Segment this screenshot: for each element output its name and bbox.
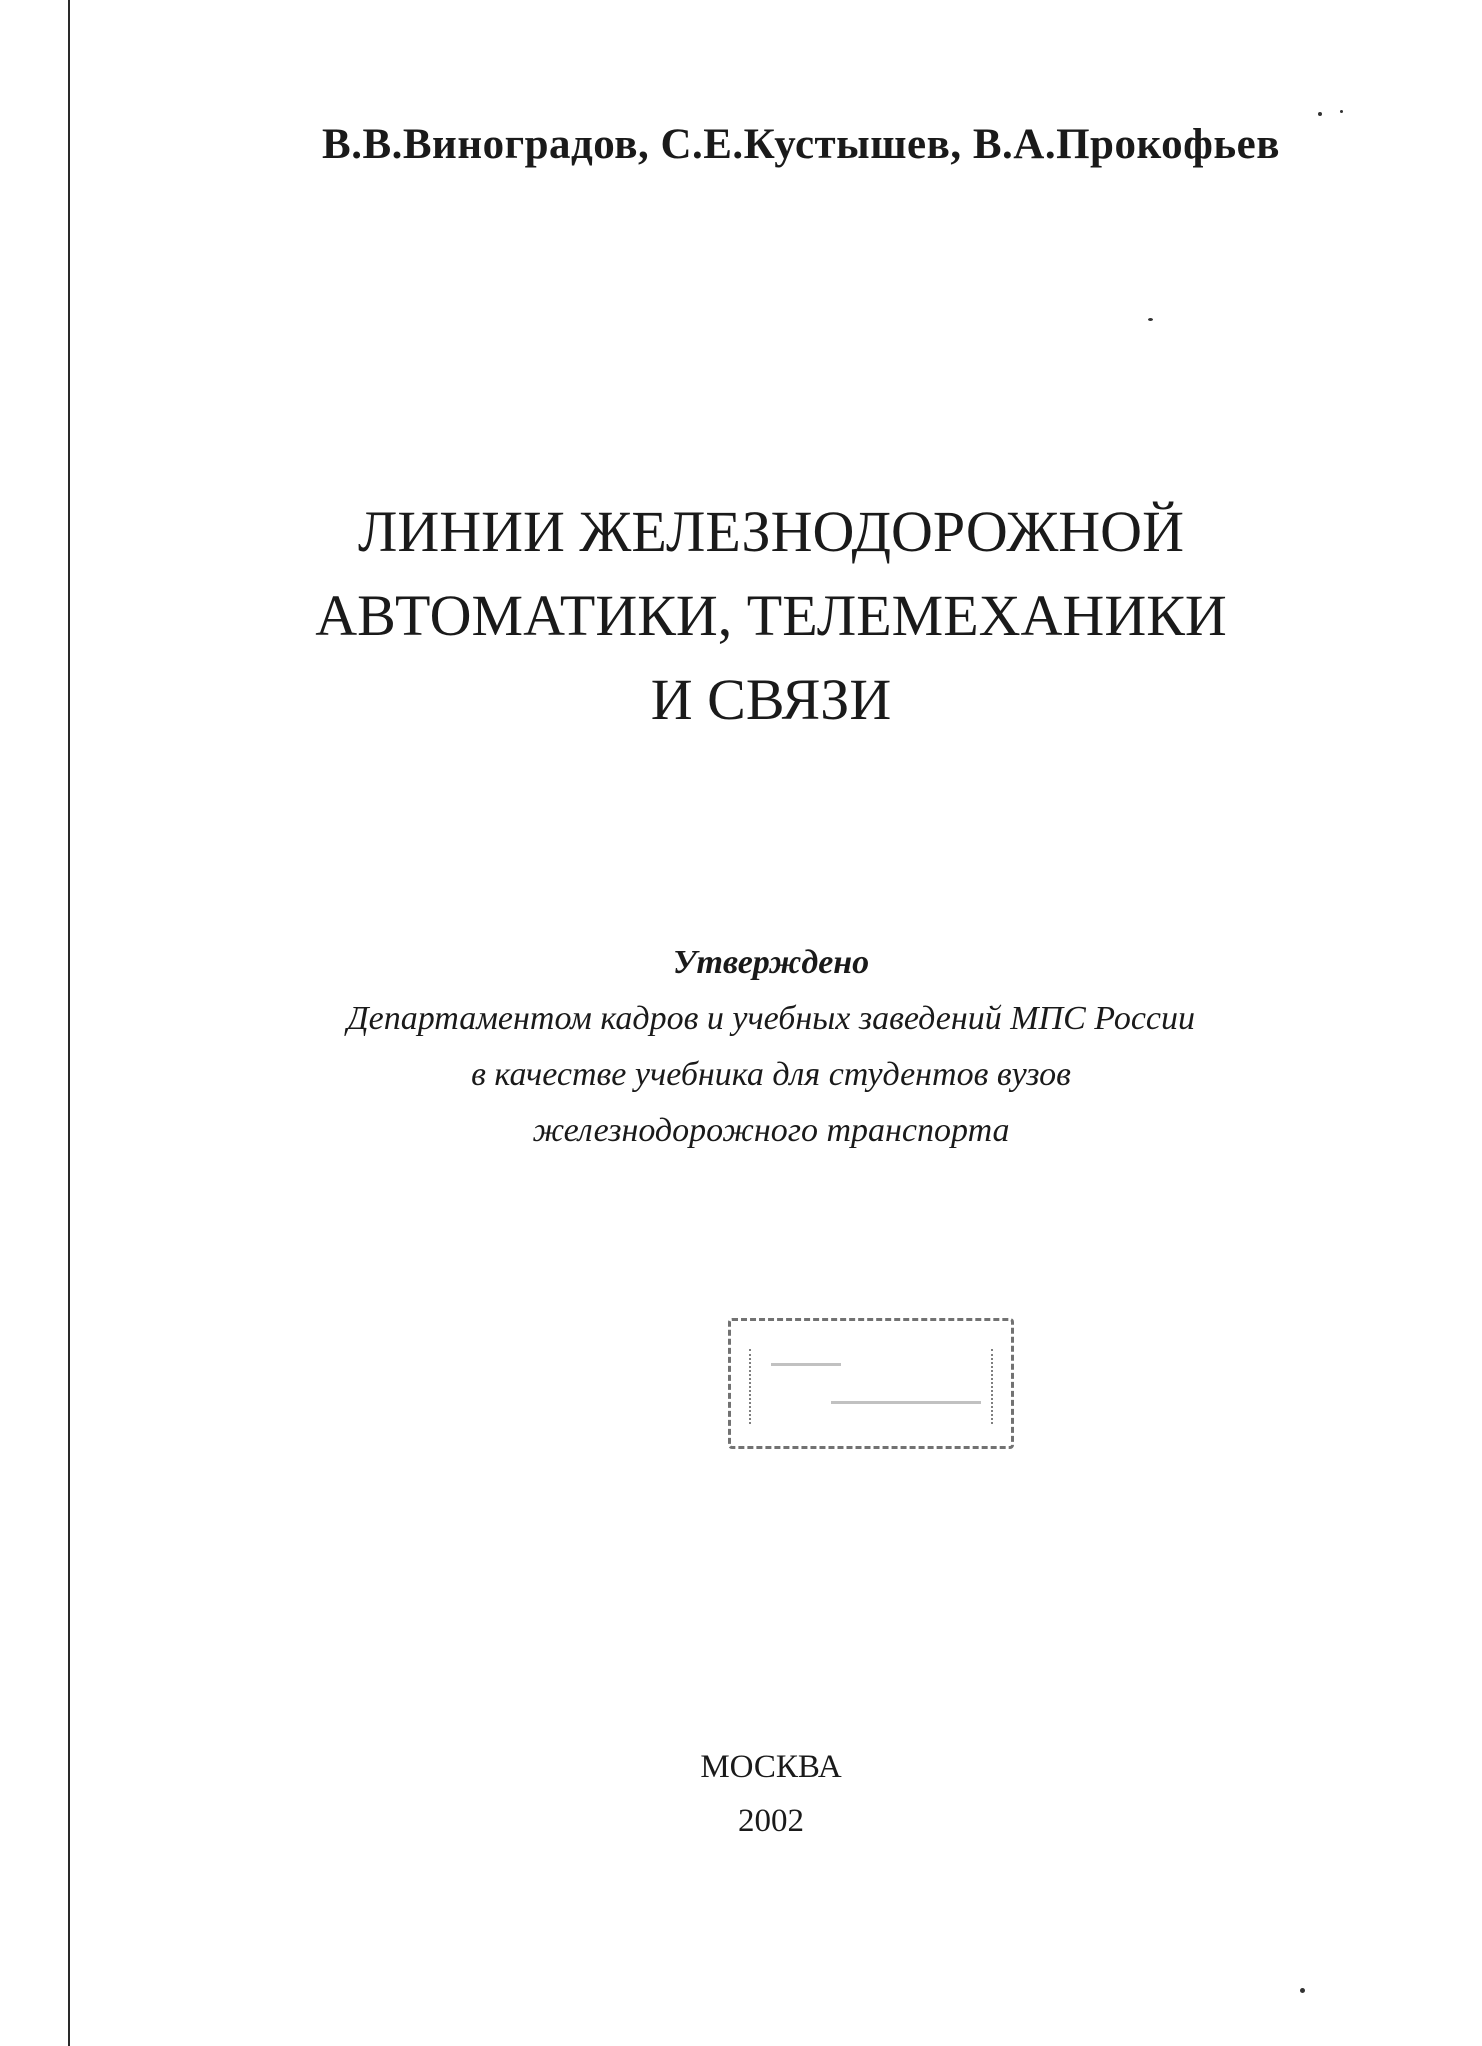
imprint-city: МОСКВА: [700, 1749, 842, 1785]
approval-heading: Утверждено: [672, 944, 870, 981]
approval-line-3: железнодорожного транспорта: [532, 1112, 1010, 1149]
title-line-2: АВТОМАТИКИ, ТЕЛЕМЕХАНИКИ: [315, 583, 1227, 648]
stamp-mark: [771, 1363, 841, 1366]
book-title: [150, 490, 1392, 742]
authors-line: В.В.Виноградов, С.Е.Кустышев, В.А.Прокофьев: [322, 121, 1280, 168]
page-binding-edge: [68, 0, 70, 2046]
scan-speck: [1340, 110, 1343, 113]
stamp-mark: [831, 1401, 981, 1404]
imprint-year: 2002: [738, 1803, 804, 1839]
library-stamp: [728, 1318, 1014, 1449]
stamp-inner-frame: [749, 1349, 993, 1424]
title-line-3: И СВЯЗИ: [650, 667, 892, 732]
imprint: [150, 1740, 1392, 1848]
scan-speck: [1318, 112, 1322, 116]
scan-speck: [1148, 318, 1153, 321]
approval-line-1: Департаментом кадров и учебных заведений МПС России: [346, 1000, 1196, 1037]
scan-speck: [1300, 1988, 1305, 1993]
title-line-1: ЛИНИИ ЖЕЛЕЗНОДОРОЖНОЙ: [358, 499, 1184, 564]
approval-line-2: в качестве учебника для студентов вузов: [471, 1056, 1071, 1093]
approval-note: [150, 935, 1392, 1159]
